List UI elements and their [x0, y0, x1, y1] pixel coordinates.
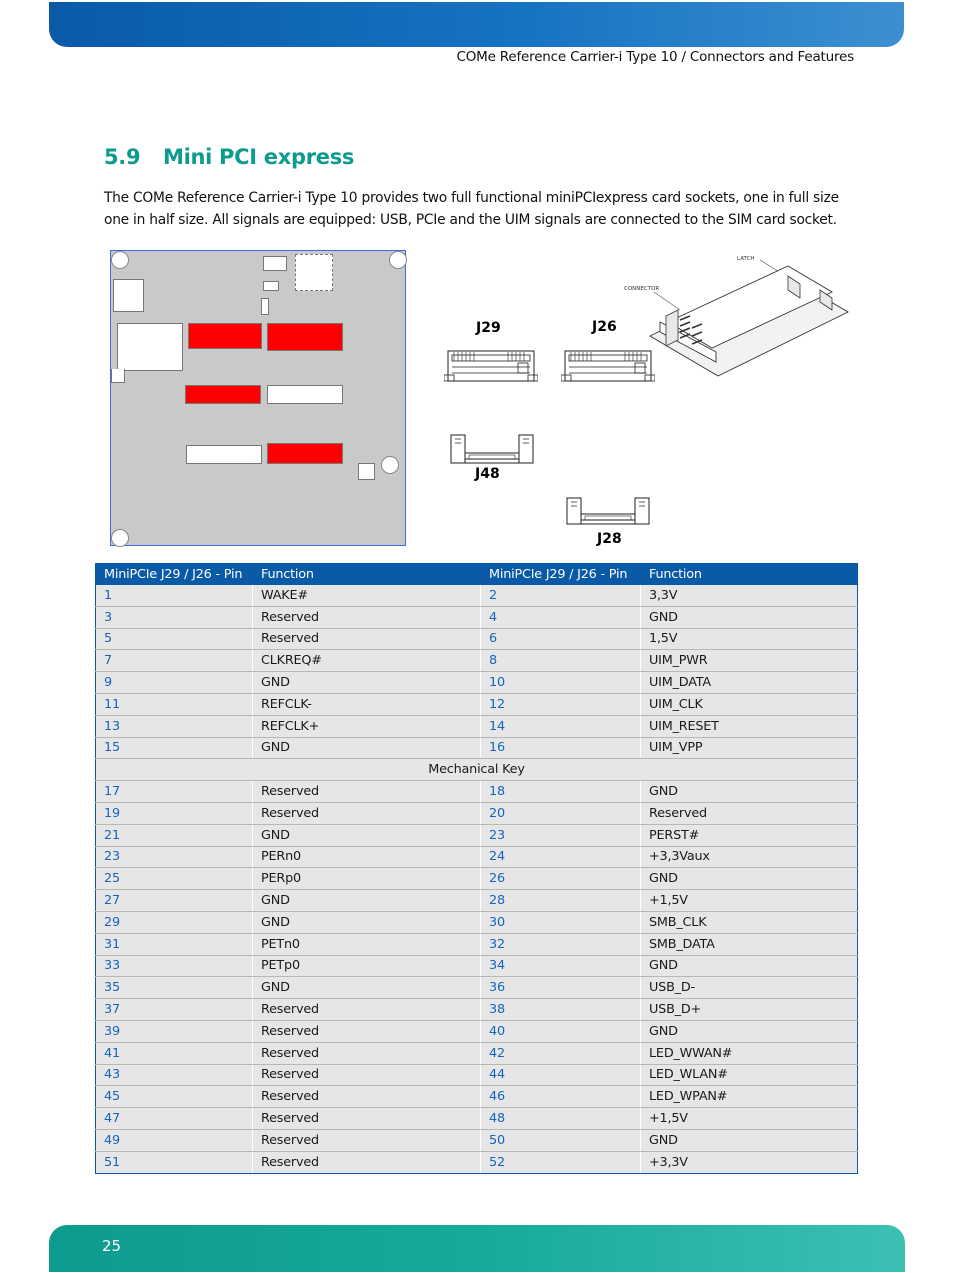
signal-function-cell: +3,3V: [641, 1151, 858, 1173]
signal-function-cell: Reserved: [253, 1151, 481, 1173]
pin-number-cell: 38: [481, 999, 641, 1021]
running-header: COMe Reference Carrier-i Type 10 / Connectors and Features: [456, 49, 854, 65]
pin-number-cell: 21: [96, 824, 253, 846]
label-j28: J28: [597, 531, 622, 547]
pin-number-cell: 43: [96, 1064, 253, 1086]
signal-function-cell: 3,3V: [641, 585, 858, 607]
minipcie-slot-highlight: [267, 323, 343, 351]
signal-function-cell: GND: [253, 911, 481, 933]
board-component: [263, 281, 279, 291]
pin-number-cell: 44: [481, 1064, 641, 1086]
board-component: [111, 369, 125, 383]
signal-function-cell: SMB_CLK: [641, 911, 858, 933]
table-row: [96, 824, 858, 846]
minipcie-card-illustration: [620, 250, 852, 380]
header-band: [49, 2, 904, 47]
pin-number-cell: 45: [96, 1086, 253, 1108]
section-title: Mini PCI express: [163, 145, 355, 169]
signal-function-cell: LED_WPAN#: [641, 1086, 858, 1108]
signal-function-cell: Reserved: [253, 1042, 481, 1064]
pin-number-cell: 35: [96, 977, 253, 999]
pin-number-cell: 23: [96, 846, 253, 868]
signal-function-cell: GND: [253, 672, 481, 694]
signal-function-cell: USB_D-: [641, 977, 858, 999]
signal-function-cell: PETp0: [253, 955, 481, 977]
mounting-hole: [111, 251, 129, 269]
table-row: [96, 1086, 858, 1108]
signal-function-cell: Reserved: [253, 1064, 481, 1086]
pin-number-cell: 10: [481, 672, 641, 694]
signal-function-cell: 1,5V: [641, 628, 858, 650]
table-row: [96, 737, 858, 759]
pin-number-cell: 18: [481, 781, 641, 803]
intro-paragraph: The COMe Reference Carrier-i Type 10 provides two full functional miniPCIexpress card sockets, one in full size one in half size. All signals are equipped: USB, PCIe and the UIM signals are connected to the SIM card socket.: [104, 190, 839, 228]
signal-function-cell: Reserved: [253, 1108, 481, 1130]
pin-number-cell: 19: [96, 802, 253, 824]
signal-function-cell: WAKE#: [253, 585, 481, 607]
board-component: [267, 385, 343, 404]
pin-number-cell: 49: [96, 1129, 253, 1151]
mounting-hole: [111, 529, 129, 547]
pin-number-cell: 7: [96, 650, 253, 672]
latch-label: LATCH: [737, 256, 755, 262]
connector-label: CONNECTOR: [624, 286, 660, 292]
table-row: [96, 802, 858, 824]
signal-function-cell: GND: [253, 737, 481, 759]
table-row: [96, 781, 858, 803]
pin-number-cell: 13: [96, 715, 253, 737]
signal-function-cell: +1,5V: [641, 1108, 858, 1130]
pin-number-cell: 9: [96, 672, 253, 694]
signal-function-cell: LED_WWAN#: [641, 1042, 858, 1064]
pin-number-cell: 1: [96, 585, 253, 607]
signal-function-cell: REFCLK+: [253, 715, 481, 737]
table-row: [96, 911, 858, 933]
pin-number-cell: 40: [481, 1020, 641, 1042]
pin-number-cell: 26: [481, 868, 641, 890]
signal-function-cell: PETn0: [253, 933, 481, 955]
table-row: [96, 628, 858, 650]
signal-function-cell: UIM_VPP: [641, 737, 858, 759]
pin-number-cell: 50: [481, 1129, 641, 1151]
pin-number-cell: 52: [481, 1151, 641, 1173]
signal-function-cell: Reserved: [253, 999, 481, 1021]
pin-number-cell: 17: [96, 781, 253, 803]
pin-number-cell: 48: [481, 1108, 641, 1130]
pin-number-cell: 28: [481, 890, 641, 912]
signal-function-cell: UIM_DATA: [641, 672, 858, 694]
pin-number-cell: 25: [96, 868, 253, 890]
signal-function-cell: GND: [253, 824, 481, 846]
signal-function-cell: UIM_PWR: [641, 650, 858, 672]
column-header: Function: [253, 564, 481, 585]
pin-number-cell: 3: [96, 606, 253, 628]
pin-number-cell: 8: [481, 650, 641, 672]
signal-function-cell: Reserved: [253, 802, 481, 824]
minipcie-slot-highlight: [267, 443, 343, 464]
section-heading: [104, 145, 354, 169]
signal-function-cell: LED_WLAN#: [641, 1064, 858, 1086]
minipcie-pinout-table: [95, 563, 858, 1174]
signal-function-cell: Reserved: [253, 606, 481, 628]
board-component: [295, 254, 333, 291]
board-component: [113, 279, 144, 312]
pin-number-cell: 36: [481, 977, 641, 999]
table-row: [96, 999, 858, 1021]
pin-number-cell: 47: [96, 1108, 253, 1130]
mechanical-key-row: [96, 759, 858, 781]
footer-band: [49, 1225, 905, 1272]
table-row: [96, 1151, 858, 1173]
table-row: [96, 890, 858, 912]
table-row: [96, 868, 858, 890]
pin-number-cell: 51: [96, 1151, 253, 1173]
signal-function-cell: PERn0: [253, 846, 481, 868]
table-row: [96, 1064, 858, 1086]
mounting-hole: [381, 456, 399, 474]
pin-number-cell: 12: [481, 693, 641, 715]
pin-number-cell: 16: [481, 737, 641, 759]
signal-function-cell: GND: [641, 868, 858, 890]
signal-function-cell: Reserved: [253, 1086, 481, 1108]
signal-function-cell: USB_D+: [641, 999, 858, 1021]
signal-function-cell: Reserved: [253, 1020, 481, 1042]
pin-number-cell: 15: [96, 737, 253, 759]
table-body: [96, 585, 858, 1174]
mounting-hole: [389, 251, 407, 269]
pin-number-cell: 14: [481, 715, 641, 737]
pin-number-cell: 37: [96, 999, 253, 1021]
board-component: [263, 256, 287, 271]
mechanical-key-cell: Mechanical Key: [96, 759, 858, 781]
pin-number-cell: 2: [481, 585, 641, 607]
table-row: [96, 955, 858, 977]
minipcie-slot-highlight: [185, 385, 261, 404]
signal-function-cell: +3,3Vaux: [641, 846, 858, 868]
table-row: [96, 650, 858, 672]
card-holder-j28: [565, 496, 651, 526]
pin-number-cell: 41: [96, 1042, 253, 1064]
signal-function-cell: +1,5V: [641, 890, 858, 912]
pin-number-cell: 20: [481, 802, 641, 824]
signal-function-cell: GND: [253, 977, 481, 999]
table-row: [96, 606, 858, 628]
signal-function-cell: GND: [641, 955, 858, 977]
column-header: Function: [641, 564, 858, 585]
signal-function-cell: REFCLK-: [253, 693, 481, 715]
minipcie-connector-j29: [444, 349, 538, 383]
card-holder-j48: [449, 433, 535, 465]
signal-function-cell: GND: [641, 1129, 858, 1151]
pin-number-cell: 39: [96, 1020, 253, 1042]
column-header: MiniPCIe J29 / J26 - Pin: [481, 564, 641, 585]
signal-function-cell: GND: [641, 606, 858, 628]
signal-function-cell: GND: [641, 1020, 858, 1042]
table-row: [96, 715, 858, 737]
signal-function-cell: UIM_CLK: [641, 693, 858, 715]
pin-number-cell: 23: [481, 824, 641, 846]
section-number: 5.9: [104, 145, 141, 169]
pin-number-cell: 32: [481, 933, 641, 955]
board-component: [117, 323, 183, 371]
page-number: 25: [102, 1237, 122, 1255]
label-j48: J48: [475, 466, 500, 482]
label-j26: J26: [592, 319, 617, 335]
signal-function-cell: SMB_DATA: [641, 933, 858, 955]
table-row: [96, 693, 858, 715]
label-j29: J29: [476, 320, 501, 336]
pin-number-cell: 29: [96, 911, 253, 933]
signal-function-cell: GND: [253, 890, 481, 912]
board-component: [186, 445, 262, 464]
signal-function-cell: PERp0: [253, 868, 481, 890]
table-row: [96, 672, 858, 694]
pin-number-cell: 42: [481, 1042, 641, 1064]
pin-number-cell: 34: [481, 955, 641, 977]
table-row: [96, 585, 858, 607]
table-row: [96, 1020, 858, 1042]
pin-number-cell: 11: [96, 693, 253, 715]
signal-function-cell: Reserved: [253, 628, 481, 650]
signal-function-cell: CLKREQ#: [253, 650, 481, 672]
signal-function-cell: PERST#: [641, 824, 858, 846]
signal-function-cell: Reserved: [253, 781, 481, 803]
signal-function-cell: Reserved: [641, 802, 858, 824]
signal-function-cell: GND: [641, 781, 858, 803]
table-row: [96, 1108, 858, 1130]
table-row: [96, 1129, 858, 1151]
pin-number-cell: 6: [481, 628, 641, 650]
pin-number-cell: 46: [481, 1086, 641, 1108]
pin-number-cell: 5: [96, 628, 253, 650]
pin-number-cell: 27: [96, 890, 253, 912]
signal-function-cell: UIM_RESET: [641, 715, 858, 737]
pin-number-cell: 33: [96, 955, 253, 977]
table-row: [96, 1042, 858, 1064]
pin-number-cell: 30: [481, 911, 641, 933]
pin-number-cell: 31: [96, 933, 253, 955]
pin-number-cell: 4: [481, 606, 641, 628]
signal-function-cell: Reserved: [253, 1129, 481, 1151]
board-layout-diagram: [110, 250, 406, 546]
column-header: MiniPCIe J29 / J26 - Pin: [96, 564, 253, 585]
table-header-row: [96, 564, 858, 585]
table-row: [96, 933, 858, 955]
minipcie-slot-highlight: [188, 323, 262, 349]
table-row: [96, 977, 858, 999]
board-component: [261, 298, 269, 315]
table-row: [96, 846, 858, 868]
pin-number-cell: 24: [481, 846, 641, 868]
board-component: [358, 463, 375, 480]
